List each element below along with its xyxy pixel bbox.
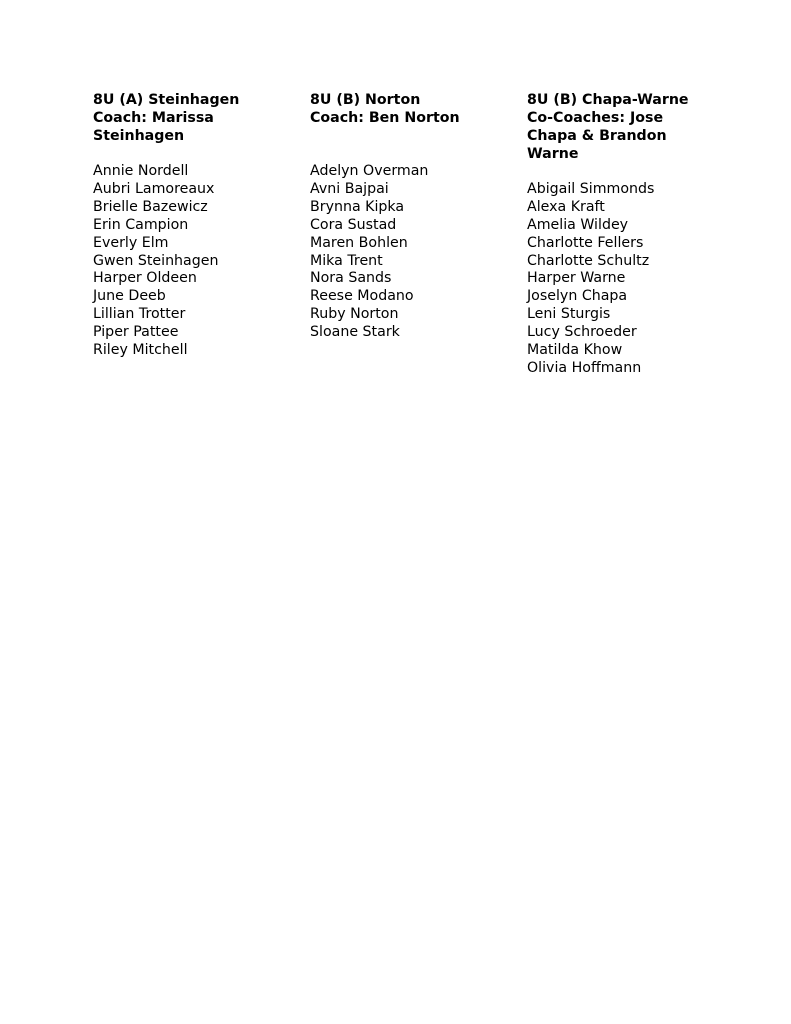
player-name: Adelyn Overman <box>310 163 429 180</box>
team-heading <box>310 92 510 146</box>
team-column <box>93 92 293 360</box>
player-name: Lucy Schroeder <box>527 323 637 340</box>
player-name: Aubri Lamoreaux <box>93 181 215 198</box>
player-name: Reese Modano <box>310 288 414 305</box>
player-name: Leni Sturgis <box>527 306 611 323</box>
player-name: Maren Bohlen <box>310 234 408 251</box>
player-name: Ruby Norton <box>310 306 399 323</box>
player-name: Riley Mitchell <box>93 341 188 358</box>
player-name: Everly Elm <box>93 234 169 251</box>
player-name: Piper Pattee <box>93 323 179 340</box>
team-heading-line: Coach: Ben Norton <box>310 109 460 126</box>
player-name: Brielle Bazewicz <box>93 199 208 216</box>
team-heading <box>93 92 293 146</box>
player-name: Avni Bajpai <box>310 181 389 198</box>
team-heading-line: Chapa & Brandon <box>527 127 667 144</box>
team-column <box>310 92 510 342</box>
team-heading-line: 8U (B) Chapa-Warne <box>527 92 689 108</box>
player-name: Charlotte Fellers <box>527 234 644 251</box>
team-heading-line <box>310 128 510 146</box>
player-name: Sloane Stark <box>310 323 400 340</box>
player-name: Lillian Trotter <box>93 306 186 323</box>
player-name: Mika Trent <box>310 252 383 269</box>
player-list <box>527 181 727 377</box>
player-name: Erin Campion <box>93 216 189 233</box>
player-name: Matilda Khow <box>527 341 623 358</box>
player-name: Cora Sustad <box>310 216 397 233</box>
player-name: Amelia Wildey <box>527 216 629 233</box>
player-name: Annie Nordell <box>93 163 189 180</box>
team-column <box>527 92 727 378</box>
player-name: Joselyn Chapa <box>527 288 628 305</box>
player-name: Olivia Hoffmann <box>527 359 642 376</box>
team-heading <box>527 92 727 163</box>
player-name: Gwen Steinhagen <box>93 252 219 269</box>
team-heading-line: Coach: Marissa <box>93 109 214 126</box>
player-name: June Deeb <box>93 288 166 305</box>
team-heading-line: 8U (A) Steinhagen <box>93 92 240 108</box>
player-name: Harper Oldeen <box>93 270 197 287</box>
player-name: Abigail Simmonds <box>527 181 655 198</box>
player-list <box>93 163 293 359</box>
team-heading-line: Co-Coaches: Jose <box>527 109 664 126</box>
player-name: Nora Sands <box>310 270 392 287</box>
player-name: Harper Warne <box>527 270 626 287</box>
player-list <box>310 163 510 341</box>
team-heading-line: Warne <box>527 145 579 162</box>
player-name: Brynna Kipka <box>310 199 405 216</box>
team-heading-line: Steinhagen <box>93 127 185 144</box>
player-name: Alexa Kraft <box>527 199 605 216</box>
player-name: Charlotte Schultz <box>527 252 650 269</box>
team-heading-line: 8U (B) Norton <box>310 92 421 108</box>
